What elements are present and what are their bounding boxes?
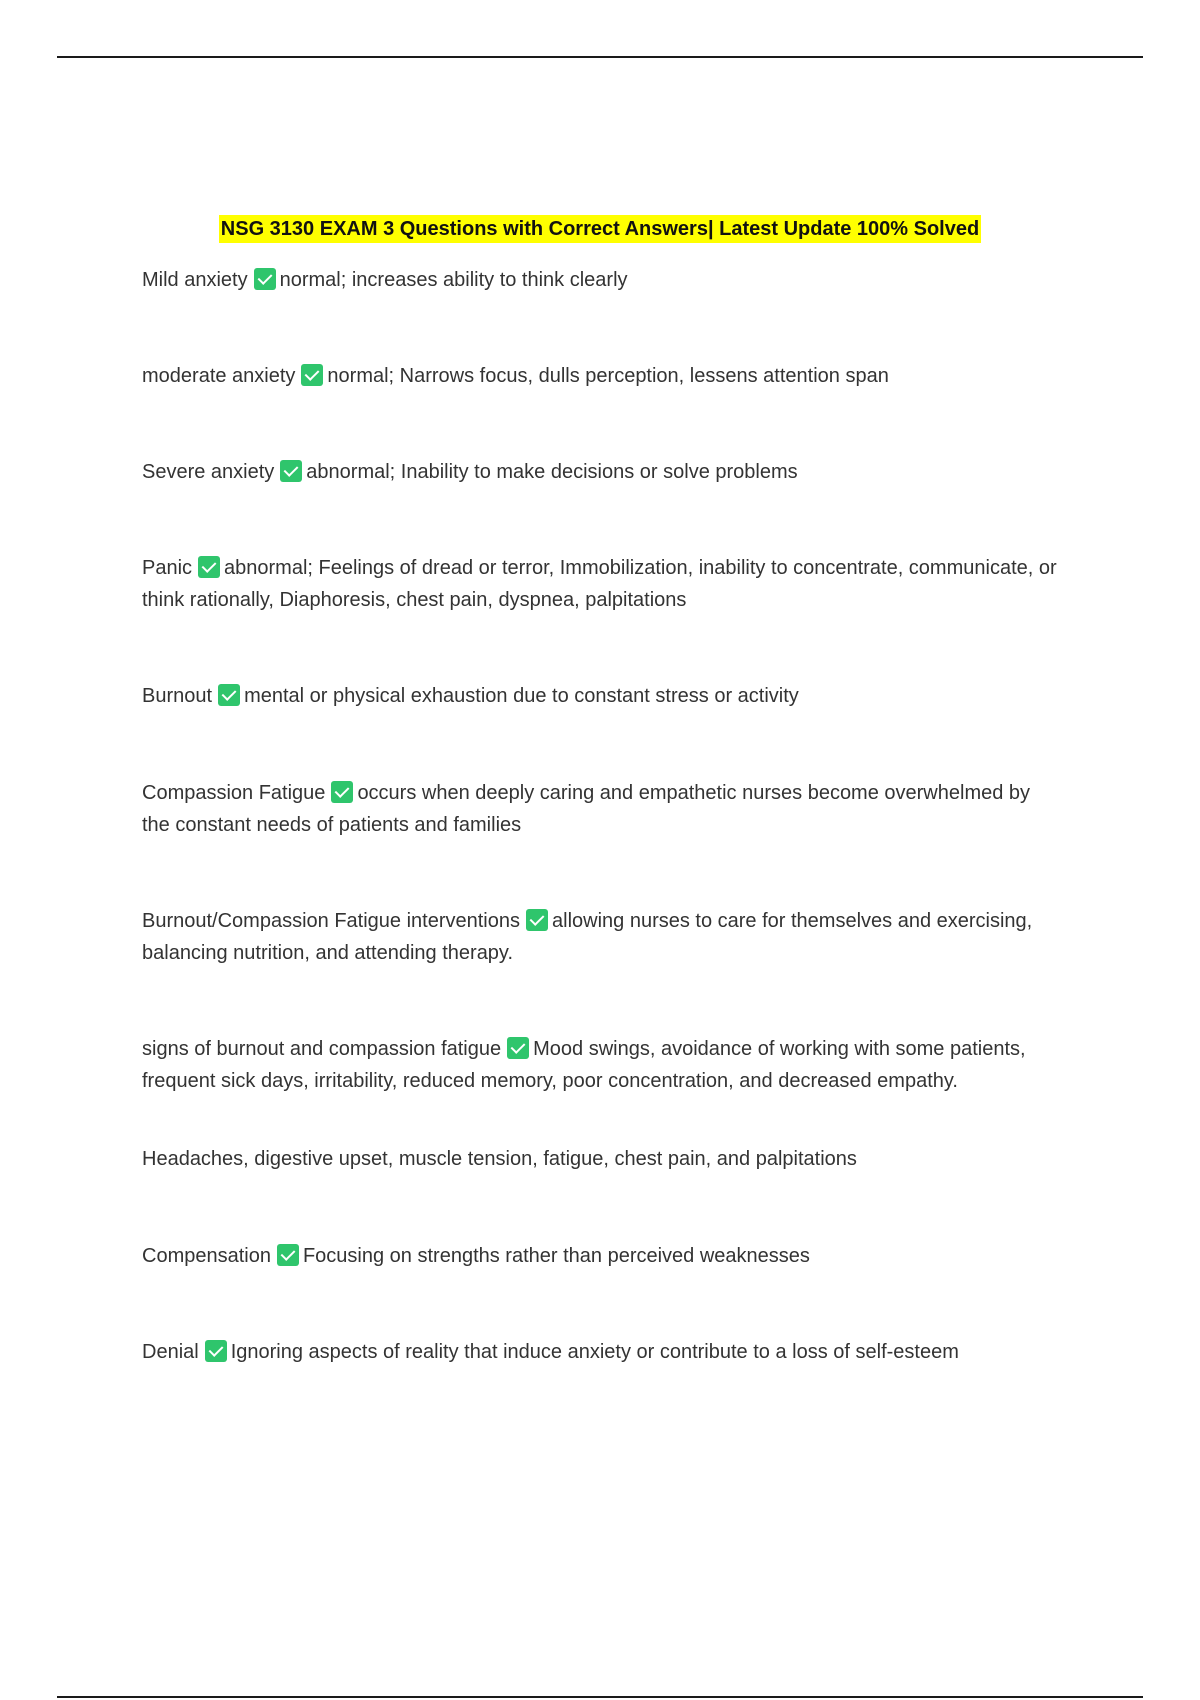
entry-term: Compassion Fatigue	[142, 782, 326, 804]
entry-definition: normal; increases ability to think clearly	[279, 269, 628, 291]
entry-definition: allowing nurses to care for themselves and exercising, balancing nutrition, and attending therapy.	[142, 910, 1033, 964]
entry-definition: mental or physical exhaustion due to constant stress or activity	[244, 685, 799, 707]
entry-term: Burnout/Compassion Fatigue interventions	[142, 910, 520, 932]
checkmark-icon	[198, 556, 220, 578]
entry-definition: normal; Narrows focus, dulls perception, lessens attention span	[327, 365, 889, 387]
entry-panic	[142, 553, 1062, 616]
entry-term: signs of burnout and compassion fatigue	[142, 1038, 502, 1060]
entry-definition: abnormal; Inability to make decisions or solve problems	[306, 461, 798, 483]
checkmark-icon	[218, 684, 240, 706]
entry-moderate-anxiety	[142, 361, 1062, 393]
checkmark-icon	[301, 364, 323, 386]
entry-severe-anxiety	[142, 457, 1062, 489]
checkmark-icon	[331, 781, 353, 803]
entry-definition: occurs when deeply caring and empathetic nurses become overwhelmed by the constant needs of patients and families	[142, 782, 1031, 836]
signs-continuation: Headaches, digestive upset, muscle tension, fatigue, chest pain, and palpitations	[142, 1148, 857, 1170]
checkmark-icon	[254, 268, 276, 290]
entry-definition: Mood swings, avoidance of working with some patients, frequent sick days, irritability, reduced memory, poor concentration, and decreased empathy.	[142, 1038, 1026, 1092]
entry-definition: Ignoring aspects of reality that induce anxiety or contribute to a loss of self-esteem	[230, 1341, 959, 1363]
entry-term: Mild anxiety	[142, 269, 248, 291]
bottom-rule	[57, 1696, 1143, 1698]
entry-term: Denial	[142, 1341, 199, 1363]
checkmark-icon	[205, 1340, 227, 1362]
checkmark-icon	[526, 909, 548, 931]
entry-compassion-fatigue	[142, 778, 1062, 841]
entry-definition: Focusing on strengths rather than perceived weaknesses	[302, 1245, 810, 1267]
entry-term: Burnout	[142, 685, 213, 707]
entry-term: Compensation	[142, 1245, 271, 1267]
entry-mild-anxiety	[142, 265, 1062, 297]
entry-term: Panic	[142, 557, 193, 579]
document-title: NSG 3130 EXAM 3 Questions with Correct Answers| Latest Update 100% Solved	[219, 215, 981, 243]
entry-interventions	[142, 906, 1062, 969]
entry-denial	[142, 1337, 1062, 1369]
entry-compensation	[142, 1241, 1062, 1273]
checkmark-icon	[280, 460, 302, 482]
entry-signs-of-burnout	[142, 1034, 1062, 1097]
entry-term: moderate anxiety	[142, 365, 296, 387]
entry-term: Severe anxiety	[142, 461, 275, 483]
entry-burnout	[142, 681, 1062, 713]
checkmark-icon	[507, 1037, 529, 1059]
entry-definition: abnormal; Feelings of dread or terror, Immobilization, inability to concentrate, communicate, or think rationally, Diaphoresis, chest pain, dyspnea, palpitations	[142, 557, 1057, 611]
checkmark-icon	[277, 1244, 299, 1266]
